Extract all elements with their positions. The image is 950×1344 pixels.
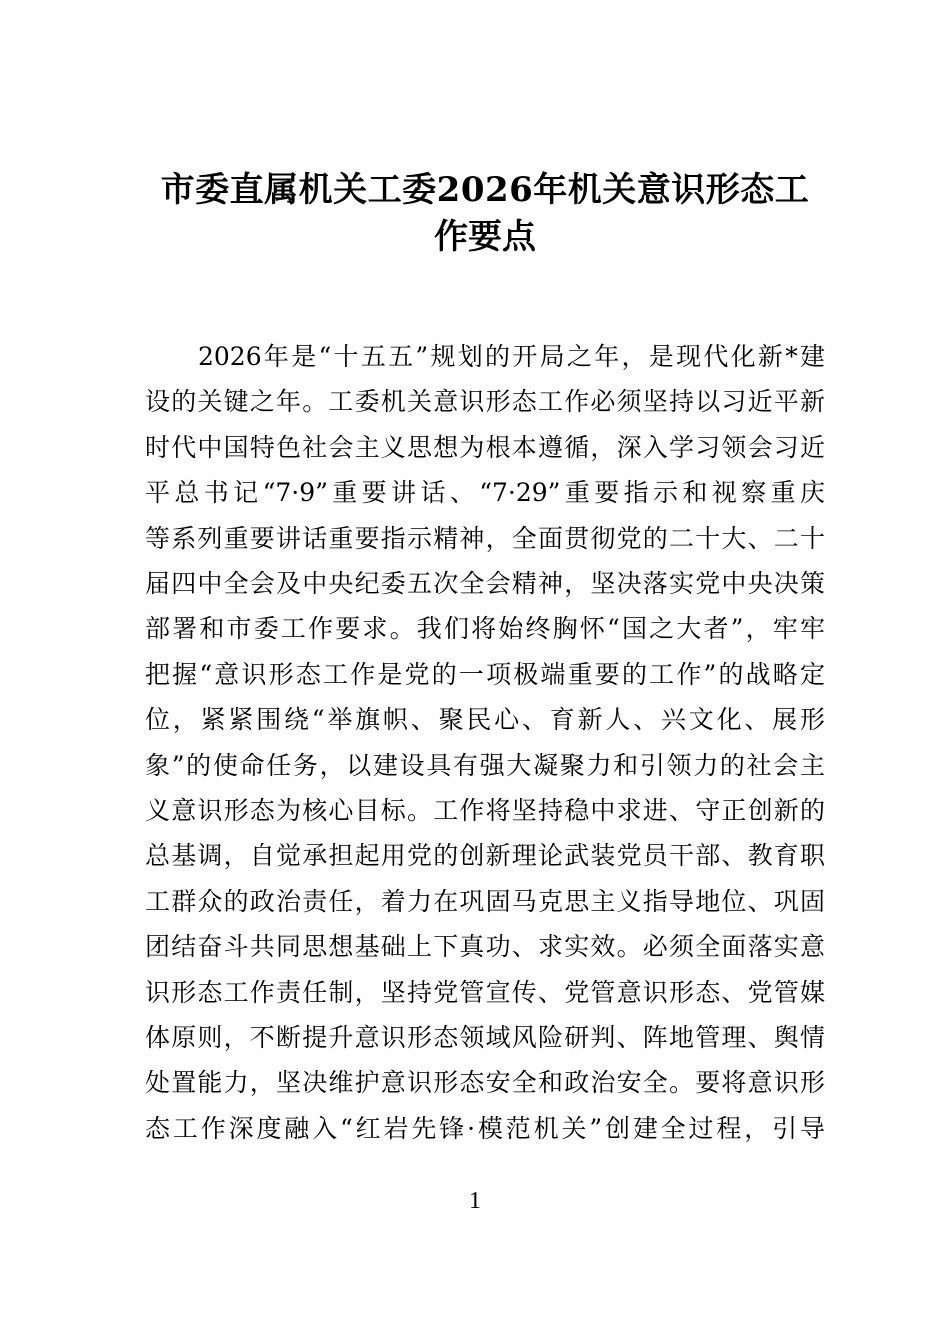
paragraph-line: 部署和市委工作要求。我们将始终胸怀“国之大者”，牢牢 [145, 614, 825, 644]
paragraph-line: 处置能力，坚决维护意识形态安全和政治安全。要将意识形 [145, 1068, 825, 1098]
paragraph-line: 象”的使命任务，以建设具有强大凝聚力和引领力的社会主 [145, 750, 825, 780]
paragraph-line: 平总书记“7·9”重要讲话、“7·29”重要指示和视察重庆 [145, 478, 825, 508]
paragraph-line: 时代中国特色社会主义思想为根本遵循，深入学习领会习近 [145, 432, 825, 462]
paragraph-line: 体原则，不断提升意识形态领域风险研判、阵地管理、舆情 [145, 1023, 825, 1052]
paragraph-line: 义意识形态为核心目标。工作将坚持稳中求进、守正创新的 [145, 796, 825, 825]
paragraph-line: 设的关键之年。工委机关意识形态工作必须坚持以习近平新 [145, 387, 825, 417]
paragraph-line: 等系列重要讲话重要指示精神，全面贯彻党的二十大、二十 [145, 523, 825, 553]
paragraph-line: 工群众的政治责任，着力在巩固马克思主义指导地位、巩固 [145, 886, 825, 916]
paragraph-line: 届四中全会及中央纪委五次全会精神，坚决落实党中央决策 [145, 569, 825, 598]
page-number: 1 [469, 1188, 481, 1214]
paragraph-line: 把握“意识形态工作是党的一项极端重要的工作”的战略定 [145, 659, 825, 689]
document-title-line-1: 市委直属机关工委2026年机关意识形态工 [160, 170, 810, 210]
paragraph-line: 识形态工作责任制，坚持党管宣传、党管意识形态、党管媒 [145, 977, 825, 1007]
paragraph-line: 总基调，自觉承担起用党的创新理论武装党员干部、教育职 [145, 841, 825, 871]
document-title-line-2: 作要点 [434, 217, 536, 257]
paragraph-line: 团结奋斗共同思想基础上下真功、求实效。必须全面落实意 [145, 932, 825, 962]
paragraph-line: 位，紧紧围绕“举旗帜、聚民心、育新人、兴文化、展形 [145, 705, 825, 735]
paragraph-line: 态工作深度融入“红岩先锋·模范机关”创建全过程，引导 [145, 1113, 825, 1143]
paragraph-line: 2026年是“十五五”规划的开局之年，是现代化新*建 [198, 342, 825, 371]
